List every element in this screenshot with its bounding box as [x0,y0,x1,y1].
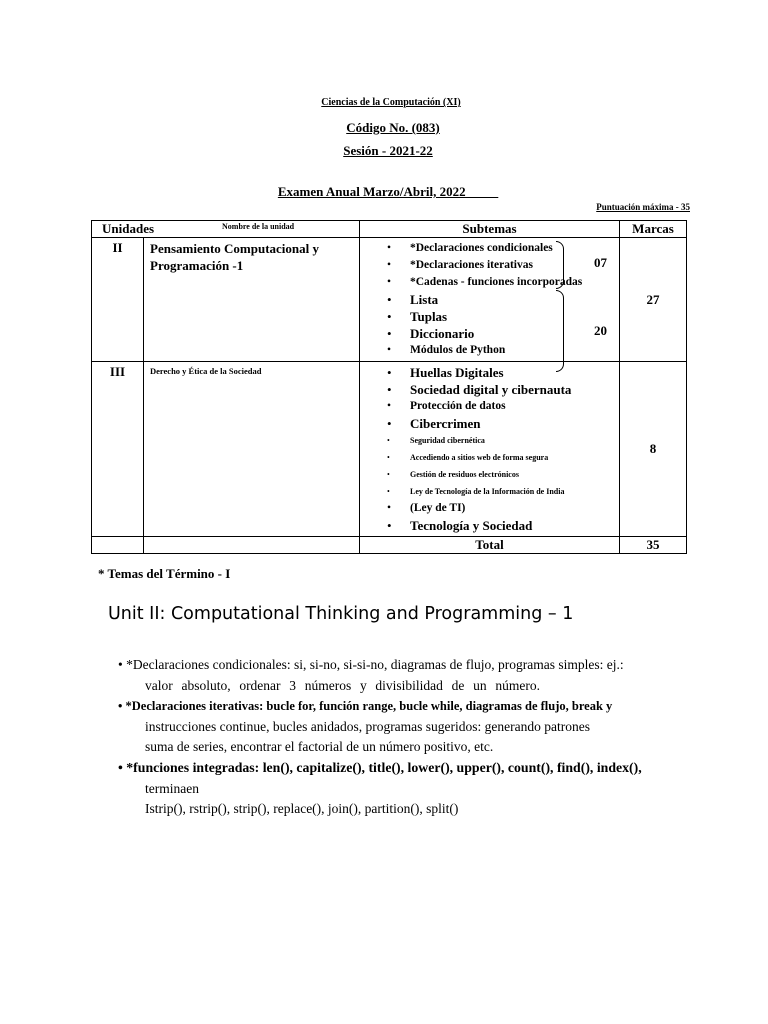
total-label: Total [360,537,620,554]
justified-line [145,676,540,697]
word: un [473,677,487,693]
total-row [92,537,687,554]
course-title: Ciencias de la Computación (XI) [321,97,461,108]
bullet-conditional: • *Declaraciones condicionales: si, si-no, si-si-no, diagramas de flujo, programas simples: ej.: [118,657,624,672]
unit-heading: Unit II: Computational Thinking and Programming – 1 [108,604,574,624]
exam-title-text: Examen Anual Marzo/Abril, 2022 [277,184,466,199]
word: número. [495,677,540,693]
subtopic-item: • Tuplas [360,308,619,325]
subtopic-item: • Tecnología y Sociedad [360,517,619,534]
syllabus-table [91,220,687,554]
term-note: * Temas del Término - I [98,566,231,581]
subtopic-list [360,238,619,361]
word: ordenar [239,677,281,693]
word: absoluto, [181,677,231,693]
subtopic-item: • Gestión de residuos electrónicos [360,466,619,483]
sub-marks-2: 20 [594,323,607,338]
bullet-builtin-cont: Istrip(), rstrip(), strip(), replace(), join(), partition(), split() [145,801,459,817]
word: 3 [289,677,297,693]
subtopic-item: • Huellas Digitales [360,364,619,381]
bullet-iterative: • *Declaraciones iterativas: bucle for, función range, bucle while, diagramas de flujo, break y [118,699,613,714]
subtopic-continuation-text: (Ley de TI) [410,502,466,514]
exam-title [0,184,768,200]
header-units-cell [92,221,360,238]
table-row [92,362,687,537]
subtopic-item: • Ley de Tecnología de la Información de India [360,483,619,500]
unit-content [118,655,698,820]
word: y [359,677,367,693]
sub-marks-1: 07 [594,255,607,270]
max-score: Puntuación máxima - 35 [596,202,690,212]
header-unit-name: Nombre de la unidad [222,222,295,231]
subtopics-cell [360,362,620,537]
subtopic-item: • Seguridad cibernética [360,432,619,449]
exam-title-underscores: _____ [465,184,499,199]
empty-cell [92,537,144,554]
word: de [451,677,465,693]
header-units: Unidades [102,221,155,236]
unit-marks: 8 [620,362,687,537]
bullet-builtin-cont: terminaen [145,780,199,796]
bullet-iterative-cont: suma de series, encontrar el factorial de un número positivo, etc. [145,739,494,755]
header-subtopics: Subtemas [360,221,620,238]
session: Sesión - 2021-22 [343,143,433,158]
unit-name: Pensamiento Computacional y Programación -1 [144,238,360,362]
table-row [92,238,687,362]
subtopic-item: • Lista [360,291,619,308]
subtopic-item-continuation [360,500,619,517]
subtopics-cell [360,238,620,362]
word: divisibilidad [375,677,443,693]
brace-bracket [556,290,564,372]
subtopic-item: • Módulos de Python [360,342,619,359]
subtopic-item: • *Declaraciones iterativas [360,257,619,274]
unit-number: III [92,362,144,537]
word: números [304,677,352,693]
total-marks: 35 [620,537,687,554]
subtopic-item: • Cibercrimen [360,415,619,432]
subtopic-item: • *Declaraciones condicionales [360,240,619,257]
subtopic-item: • Accediendo a sitios web de forma segura [360,449,619,466]
word: valor [145,677,173,693]
brace-bracket [556,241,564,289]
bullet-conditional-cont [118,676,698,697]
bullet-iterative-cont: instrucciones continue, bucles anidados, programas sugeridos: generando patrones [145,718,590,734]
subtopic-item: • *Cadenas - funciones incorporadas [360,274,619,291]
table-header-row [92,221,687,238]
subtopic-list [360,362,619,536]
unit-name: Derecho y Ética de la Sociedad [144,362,360,537]
subtopic-item: • Protección de datos [360,398,619,415]
subtopic-item: • Diccionario [360,325,619,342]
course-code: Código No. (083) [346,120,440,135]
subtopic-item: • Sociedad digital y cibernauta [360,381,619,398]
unit-marks: 27 [620,238,687,362]
header-marks: Marcas [620,221,687,238]
unit-number: II [92,238,144,362]
bullet-builtin: • *funciones integradas: len(), capitalize(), title(), lower(), upper(), count(), find(), index(), [118,759,642,775]
empty-cell [144,537,360,554]
